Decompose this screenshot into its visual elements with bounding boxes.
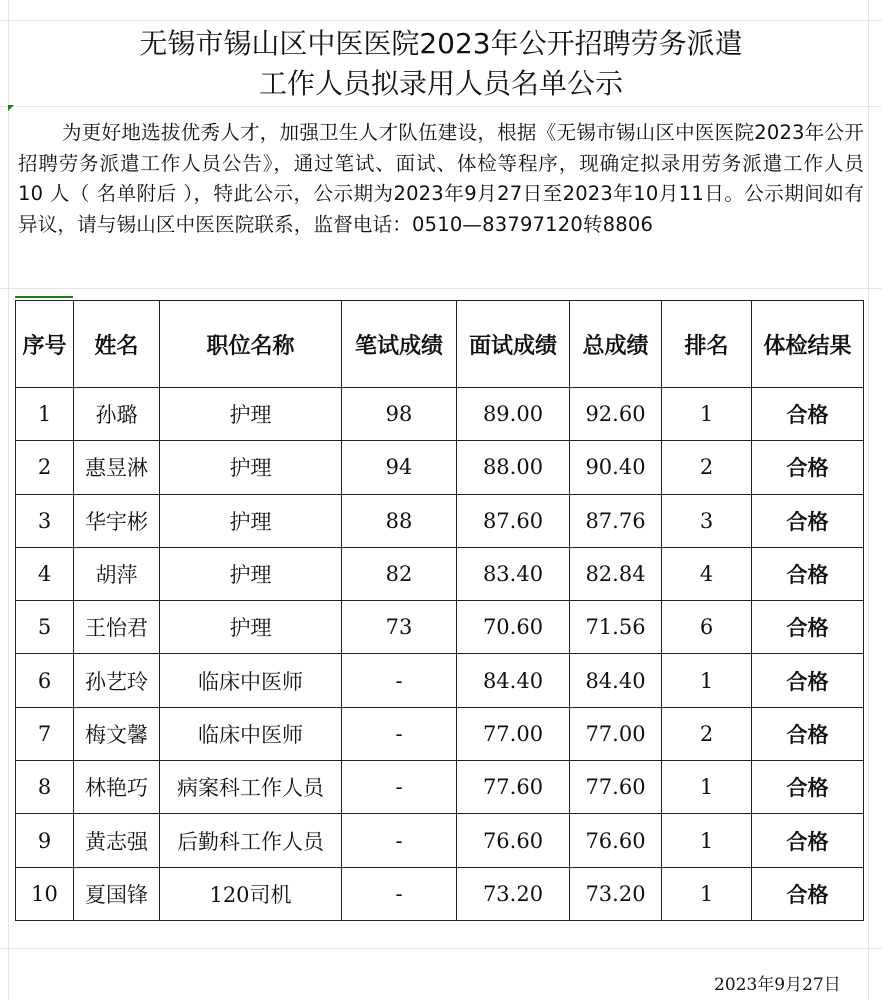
table-cell: 6 (16, 654, 74, 707)
grid-line (0, 288, 882, 289)
header-cell: 姓名 (74, 301, 160, 388)
table-cell: 合格 (752, 654, 864, 707)
table-row (16, 388, 864, 441)
grid-line (8, 0, 9, 1000)
table-cell: 87.76 (570, 494, 662, 547)
table-cell: 华宇彬 (74, 494, 160, 547)
table-cell: 84.40 (570, 654, 662, 707)
table-cell: 胡萍 (74, 547, 160, 600)
table-cell: 88.00 (457, 441, 570, 494)
table-row (16, 494, 864, 547)
table-cell: 1 (662, 867, 752, 920)
table-cell: 合格 (752, 707, 864, 760)
table-row (16, 814, 864, 867)
table-cell: 87.60 (457, 494, 570, 547)
table-cell: 120司机 (160, 867, 342, 920)
table-cell: 88 (342, 494, 457, 547)
table-cell: 孙艺玲 (74, 654, 160, 707)
table-cell: 合格 (752, 494, 864, 547)
table-cell: - (342, 867, 457, 920)
notice-paragraph: 为更好地选拔优秀人才，加强卫生人才队伍建设，根据《无锡市锡山区中医医院2023年公开招聘劳务派遣工作人员公告》，通过笔试、面试、体检等程序，现确定拟录用劳务派遣工作人员 10 人（ 名单附后 ），特此公示，公示期为2023年9月27日至2023年10月11日。公示期间如有异议，请与锡山区中医医院联系，监督电话：0510—83797120转8806 (18, 121, 864, 236)
header-cell: 体检结果 (752, 301, 864, 388)
table-cell: 76.60 (570, 814, 662, 867)
table-cell: 临床中医师 (160, 707, 342, 760)
table-cell: 7 (16, 707, 74, 760)
grid-line (0, 106, 882, 107)
table-cell: 夏国锋 (74, 867, 160, 920)
table-cell: 1 (662, 388, 752, 441)
table-cell: 90.40 (570, 441, 662, 494)
table-cell: - (342, 761, 457, 814)
page-title (0, 24, 882, 104)
table-cell: 后勤科工作人员 (160, 814, 342, 867)
table-row (16, 654, 864, 707)
table-cell: 护理 (160, 441, 342, 494)
table-cell: 77.60 (457, 761, 570, 814)
header-cell: 职位名称 (160, 301, 342, 388)
table-cell: 合格 (752, 761, 864, 814)
table-cell: 合格 (752, 441, 864, 494)
table-cell: 92.60 (570, 388, 662, 441)
table-cell: 89.00 (457, 388, 570, 441)
table-cell: 护理 (160, 601, 342, 654)
table-cell: - (342, 654, 457, 707)
header-cell: 总成绩 (570, 301, 662, 388)
table-cell: - (342, 707, 457, 760)
selected-cell-indicator (15, 296, 73, 298)
header-cell: 面试成绩 (457, 301, 570, 388)
table-cell: 护理 (160, 547, 342, 600)
table-cell: 合格 (752, 388, 864, 441)
table-row (16, 761, 864, 814)
table-row (16, 707, 864, 760)
table-cell: 护理 (160, 494, 342, 547)
table-row (16, 601, 864, 654)
table-cell: 2 (662, 441, 752, 494)
table-header-row (16, 301, 864, 388)
table-cell: 9 (16, 814, 74, 867)
table-cell: 合格 (752, 547, 864, 600)
table-cell: 2 (16, 441, 74, 494)
publish-date: 2023年9月27日 (714, 975, 841, 995)
table-cell: 病案科工作人员 (160, 761, 342, 814)
table-cell: 73 (342, 601, 457, 654)
table-row (16, 441, 864, 494)
table-cell: 82 (342, 547, 457, 600)
table-cell: 2 (662, 707, 752, 760)
table-cell: 1 (662, 654, 752, 707)
table-cell: 黄志强 (74, 814, 160, 867)
title-line-1: 无锡市锡山区中医医院2023年公开招聘劳务派遣 (139, 27, 743, 60)
table-body (16, 388, 864, 921)
table-cell: 6 (662, 601, 752, 654)
table-cell: 76.60 (457, 814, 570, 867)
header-cell: 序号 (16, 301, 74, 388)
table-cell: 77.60 (570, 761, 662, 814)
table-cell: 83.40 (457, 547, 570, 600)
table-cell: 1 (662, 761, 752, 814)
grid-line (868, 0, 869, 1000)
table-cell: 1 (662, 814, 752, 867)
table-cell: 84.40 (457, 654, 570, 707)
table-cell: 3 (662, 494, 752, 547)
results-table-container (15, 300, 864, 921)
table-cell: 73.20 (457, 867, 570, 920)
table-cell: 77.00 (570, 707, 662, 760)
table-cell: 护理 (160, 388, 342, 441)
table-cell: 孙璐 (74, 388, 160, 441)
table-cell: 3 (16, 494, 74, 547)
table-cell: - (342, 814, 457, 867)
table-cell: 1 (16, 388, 74, 441)
table-cell: 临床中医师 (160, 654, 342, 707)
table-cell: 5 (16, 601, 74, 654)
table-cell: 8 (16, 761, 74, 814)
table-cell: 77.00 (457, 707, 570, 760)
table-cell: 70.60 (457, 601, 570, 654)
grid-line (0, 948, 882, 949)
table-cell: 王怡君 (74, 601, 160, 654)
header-cell: 排名 (662, 301, 752, 388)
table-cell: 94 (342, 441, 457, 494)
table-cell: 98 (342, 388, 457, 441)
table-row (16, 867, 864, 920)
table-cell: 惠昱淋 (74, 441, 160, 494)
table-cell: 梅文馨 (74, 707, 160, 760)
title-line-2: 工作人员拟录用人员名单公示 (258, 67, 623, 100)
table-cell: 71.56 (570, 601, 662, 654)
table-cell: 林艳巧 (74, 761, 160, 814)
table-cell: 4 (662, 547, 752, 600)
table-cell: 73.20 (570, 867, 662, 920)
table-cell: 合格 (752, 601, 864, 654)
header-cell: 笔试成绩 (342, 301, 457, 388)
cell-corner-marker (8, 105, 14, 111)
table-cell: 4 (16, 547, 74, 600)
table-cell: 82.84 (570, 547, 662, 600)
table-row (16, 547, 864, 600)
grid-line (0, 20, 882, 21)
table-cell: 10 (16, 867, 74, 920)
table-cell: 合格 (752, 867, 864, 920)
table-cell: 合格 (752, 814, 864, 867)
results-table (15, 300, 864, 921)
